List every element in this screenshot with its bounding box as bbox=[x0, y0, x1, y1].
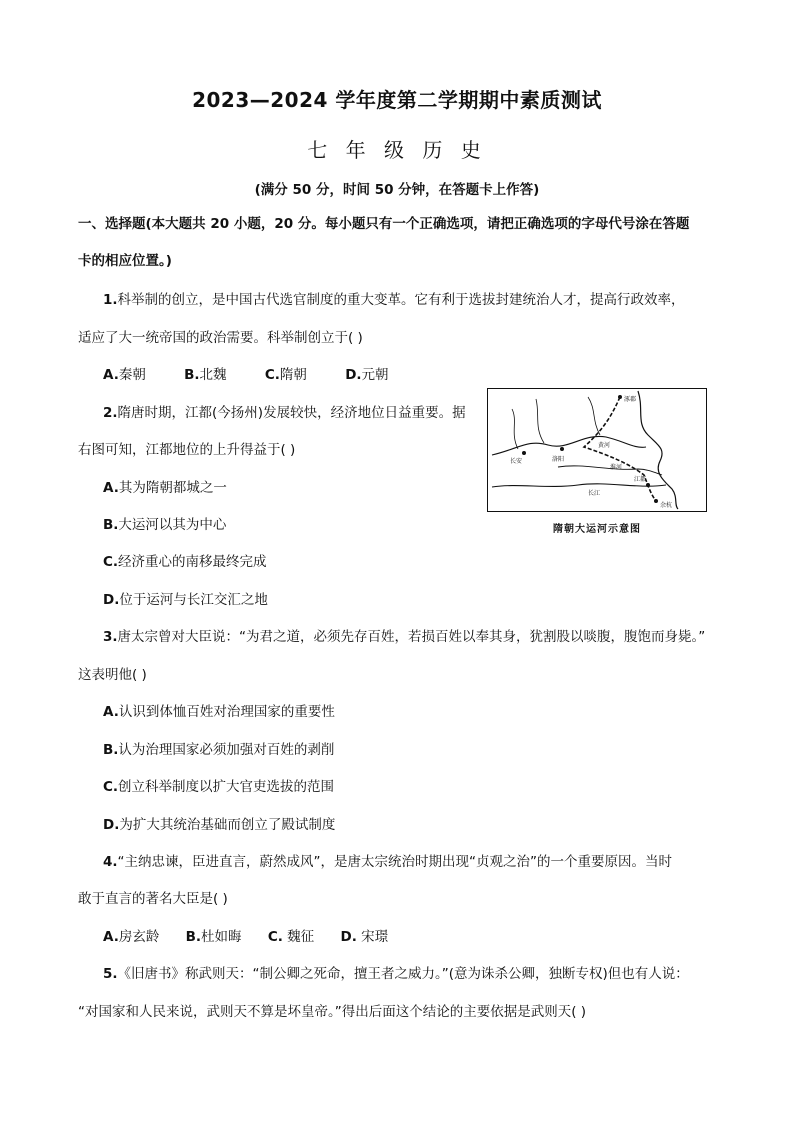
map-label: 洛阳 bbox=[552, 456, 565, 463]
question-2-line-1 bbox=[103, 403, 466, 423]
question-text: 《旧唐书》称武则天：“制公卿之死命，擅王者之威力。”(意为诛杀公卿，独断专权)但也有人说： bbox=[117, 966, 689, 982]
option-c[interactable]: C. 魏征 bbox=[267, 929, 315, 945]
section-line-2: 卡的相应位置。) bbox=[78, 253, 172, 269]
question-4-line-2: 敢于直言的著名大臣是( ) bbox=[78, 891, 228, 907]
option-a[interactable]: A.房玄龄 bbox=[103, 929, 160, 945]
question-4-options bbox=[103, 927, 422, 947]
question-number: 5. bbox=[103, 966, 118, 982]
question-number: 1. bbox=[103, 292, 118, 308]
option-d[interactable]: D. 宋璟 bbox=[340, 929, 389, 945]
question-text: 唐太宗曾对大臣说：“为君之道，必须先存百姓，若损百姓以奉其身，犹割股以啖腹，腹饱而身毙。” bbox=[117, 629, 706, 645]
question-text: “主纳忠谏，臣进直言，蔚然成风”，是唐太宗统治时期出现“贞观之治”的一个重要原因。当时 bbox=[117, 854, 673, 870]
question-number: 3. bbox=[103, 629, 118, 645]
option-a[interactable]: A.其为隋朝都城之一 bbox=[103, 480, 227, 496]
grand-canal-map bbox=[487, 388, 707, 512]
option-a[interactable]: A.认识到体恤百姓对治理国家的重要性 bbox=[103, 704, 335, 720]
map-label: 长江 bbox=[588, 490, 601, 497]
option-b[interactable]: B.大运河以其为中心 bbox=[103, 517, 227, 533]
option-b[interactable]: B.认为治理国家必须加强对百姓的剥削 bbox=[103, 742, 335, 758]
question-5-line-1 bbox=[103, 964, 689, 984]
option-d[interactable]: D.为扩大其统治基础而创立了殿试制度 bbox=[103, 817, 336, 833]
option-d[interactable]: D.元朝 bbox=[345, 367, 389, 383]
question-3-line-1 bbox=[103, 627, 705, 647]
section-instructions bbox=[78, 206, 728, 280]
map-label: 涿郡 bbox=[624, 396, 637, 403]
subject-title: 七 年 级 历 史 bbox=[307, 138, 487, 162]
map-caption: 隋朝大运河示意图 bbox=[553, 524, 641, 535]
question-1-line-1 bbox=[103, 290, 685, 310]
question-number: 2. bbox=[103, 405, 118, 421]
section-line-1: 一、选择题(本大题共 20 小题，20 分。每小题只有一个正确选项，请把正确选项的字母代号涂在答题 bbox=[78, 216, 690, 232]
grand-canal-map-figure bbox=[487, 388, 709, 540]
map-label: 长安 bbox=[510, 458, 523, 465]
exam-info: (满分 50 分，时间 50 分钟，在答题卡上作答) bbox=[254, 182, 540, 198]
map-label: 黄河 bbox=[598, 442, 611, 449]
map-label: 淮河 bbox=[610, 464, 623, 471]
question-text: 科举制的创立，是中国古代选官制度的重大变革。它有利于选拔封建统治人才，提高行政效率， bbox=[117, 292, 685, 308]
exam-title: 2023—2024 学年度第二学期期中素质测试 bbox=[192, 88, 602, 112]
map-label: 江都 bbox=[634, 476, 647, 483]
option-c[interactable]: C.隋朝 bbox=[264, 367, 307, 383]
map-label: 余杭 bbox=[660, 502, 673, 509]
question-2-line-2: 右图可知，江都地位的上升得益于( ) bbox=[78, 442, 296, 458]
option-d[interactable]: D.位于运河与长江交汇之地 bbox=[103, 592, 268, 608]
option-c[interactable]: C.经济重心的南移最终完成 bbox=[103, 554, 267, 570]
question-4-line-1 bbox=[103, 852, 672, 872]
option-c[interactable]: C.创立科举制度以扩大官吏选拔的范围 bbox=[103, 779, 335, 795]
option-b[interactable]: B.北魏 bbox=[184, 367, 227, 383]
map-drawing bbox=[488, 389, 705, 510]
question-number: 4. bbox=[103, 854, 118, 870]
question-1-options bbox=[103, 365, 423, 385]
question-3-line-2: 这表明他( ) bbox=[78, 667, 147, 683]
question-5-line-2: “对国家和人民来说，武则天不算是坏皇帝。”得出后面这个结论的主要依据是武则天( ) bbox=[78, 1004, 587, 1020]
question-text: 隋唐时期，江都(今扬州)发展较快，经济地位日益重要。据 bbox=[117, 405, 466, 421]
option-b[interactable]: B.杜如晦 bbox=[185, 929, 242, 945]
option-a[interactable]: A.秦朝 bbox=[103, 367, 146, 383]
question-1-line-2: 适应了大一统帝国的政治需要。科举制创立于( ) bbox=[78, 330, 363, 346]
